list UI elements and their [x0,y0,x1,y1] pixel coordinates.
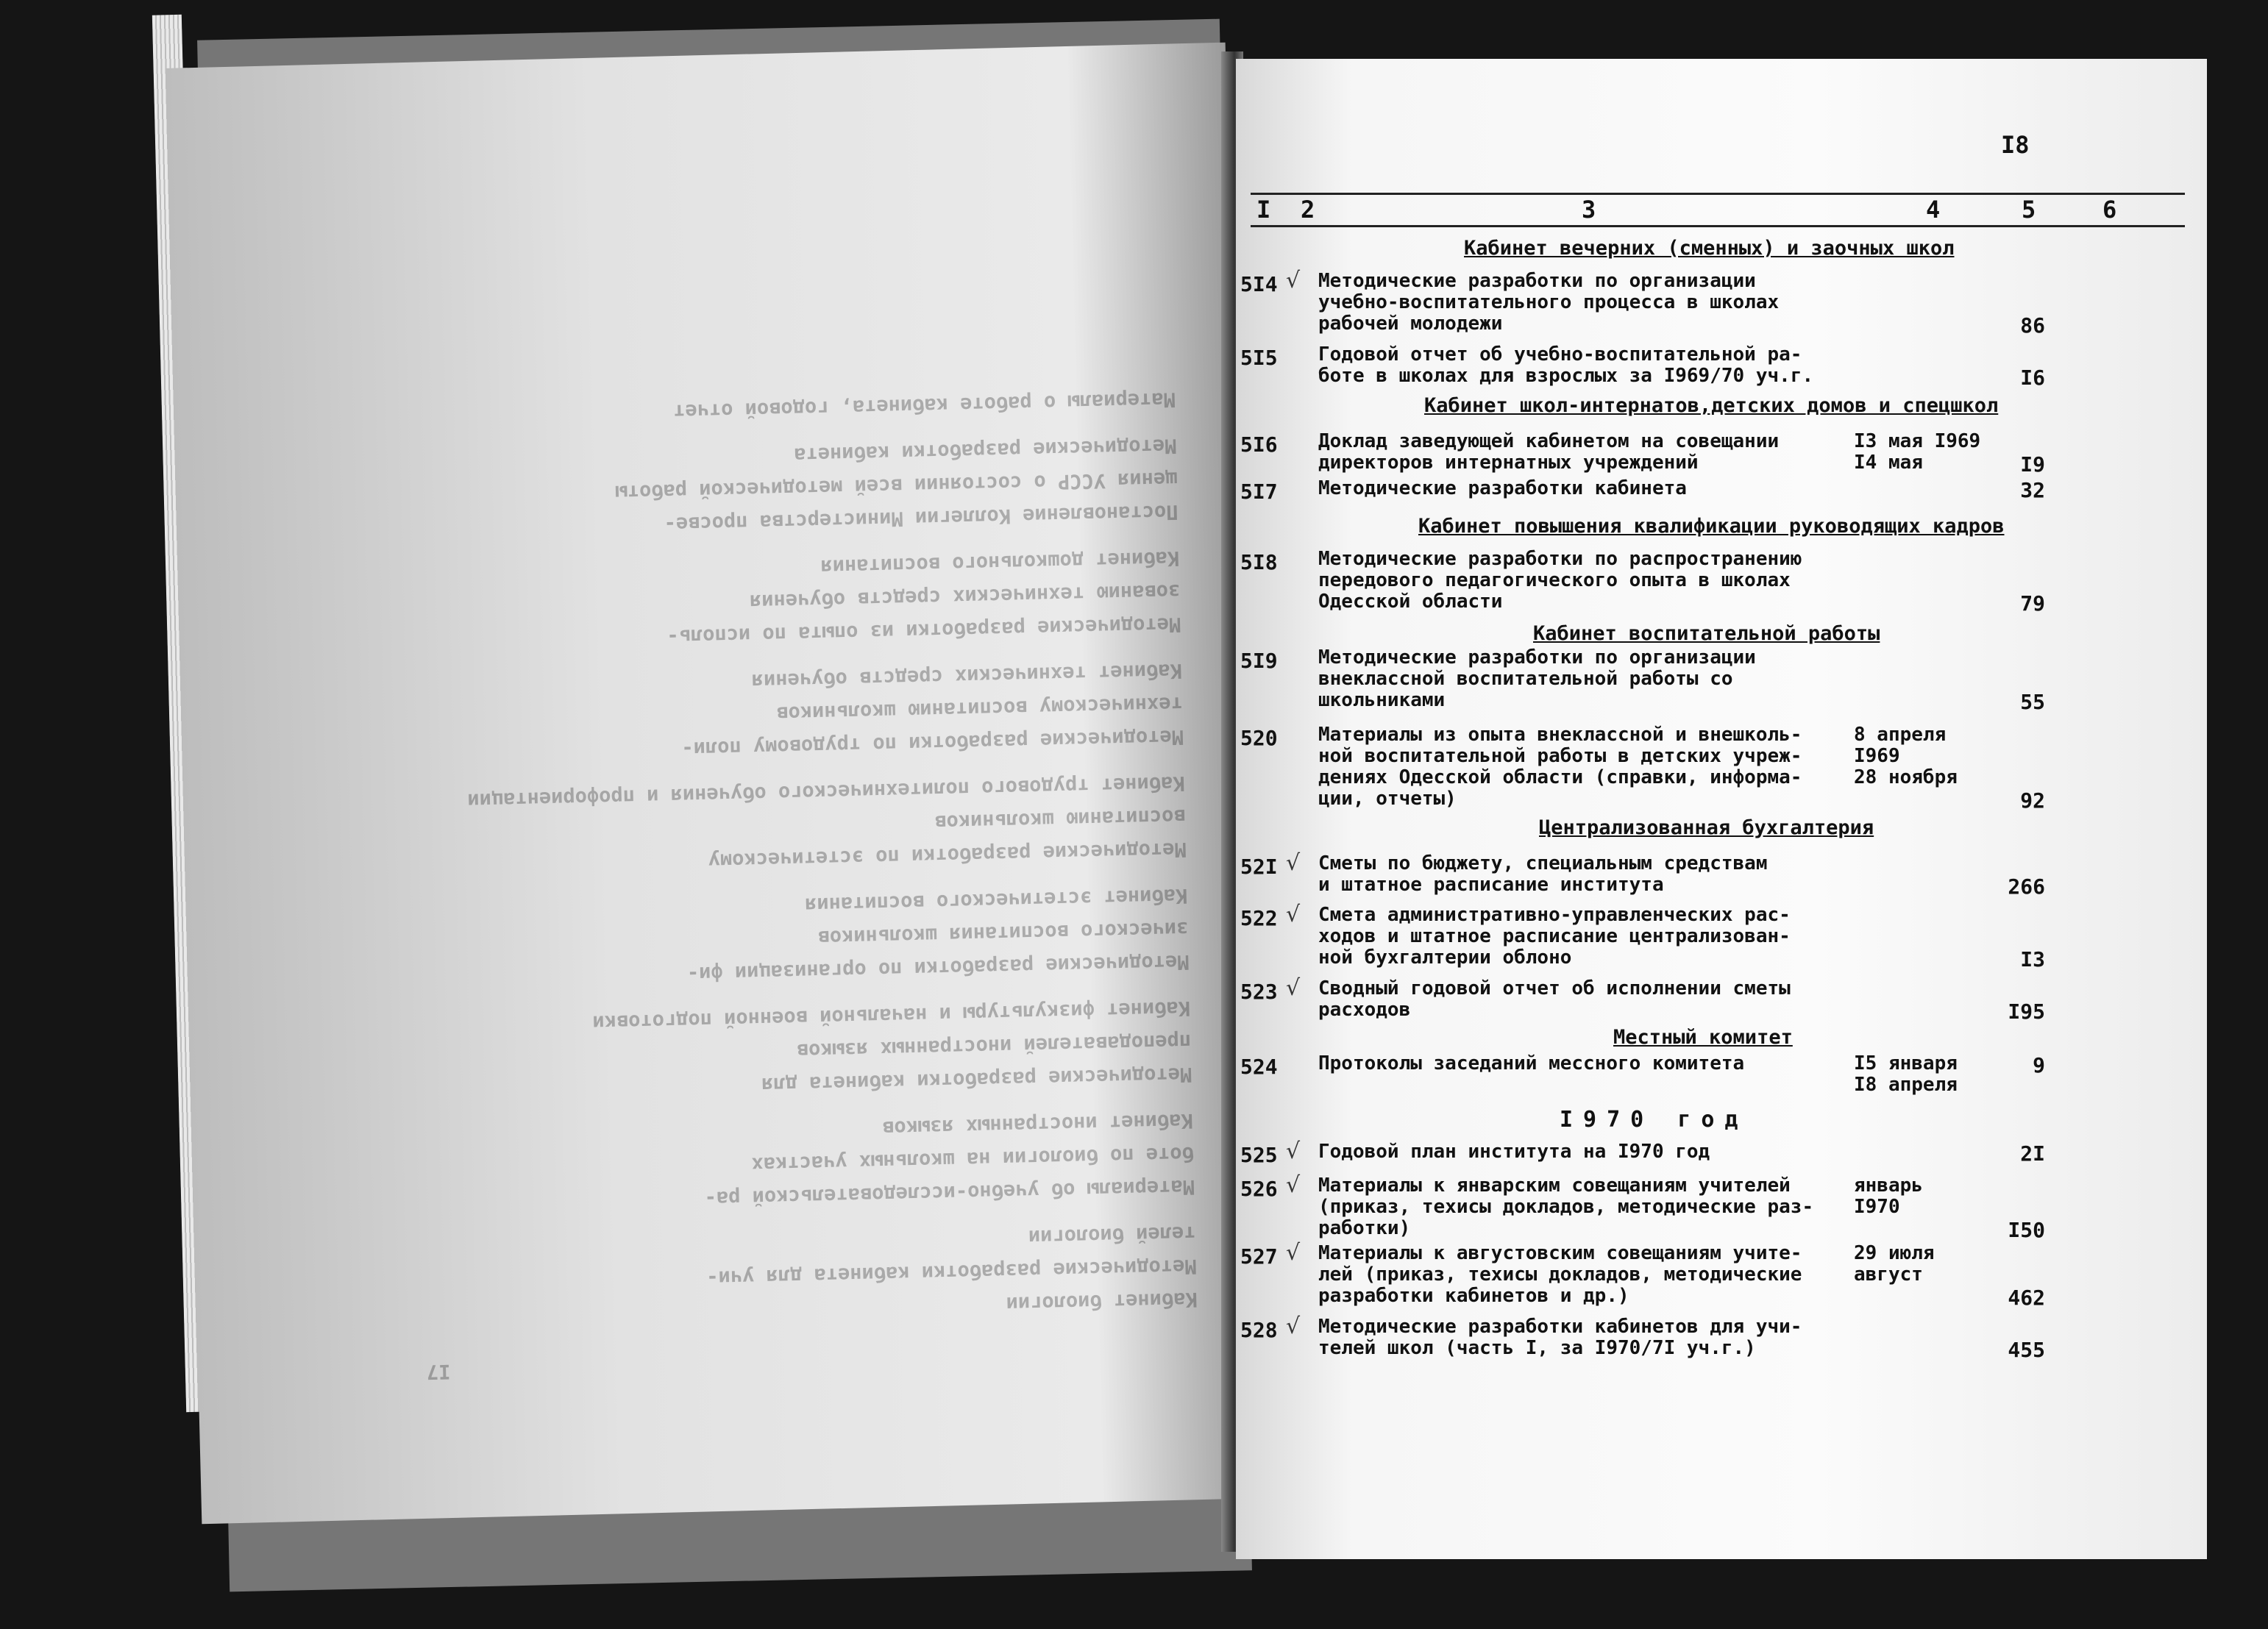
entry-number: 52I [1240,855,1278,879]
column-header-2: 2 [1301,196,1315,224]
ghost-line: Кабинет дошкольного воспитания [820,546,1180,579]
ghost-page-number: I7 [426,1359,451,1383]
ghost-line: телей биологии [1028,1221,1196,1249]
entry-description: Сметы по бюджету, специальным средствам и штатное расписание института [1318,852,1768,896]
entry-date: I3 мая I969 I4 мая [1854,430,1981,474]
section-heading: Местный комитет [1613,1026,1793,1049]
entry-number: 5I5 [1240,346,1278,370]
entry-number: 524 [1240,1055,1278,1079]
entry-number: 523 [1240,980,1278,1004]
ghost-line: Кабинет технических средств обучения [751,659,1183,693]
entry-sheet-count: I3 [2020,947,2045,972]
ghost-line: Кабинет иностранных языков [881,1108,1194,1140]
ghost-line: Материалы о работе кабинета, годовой отчет [672,388,1176,423]
section-heading: Кабинет повышения квалификации руководящих кадров [1418,515,2005,538]
checkmark-icon: √ [1286,902,1301,927]
entry-description: Методические разработки по организации учебно-воспитательного процесса в школах рабочей молодежи [1318,270,1780,335]
ghost-line: Методические разработки из опыта по исполь- [666,613,1181,649]
ghost-line: Кабинет трудового политехнического обучения и профориентации [467,771,1185,812]
entry-date: 29 июля август [1854,1242,1935,1286]
entry-number: 5I8 [1240,550,1278,574]
ghost-line: Методические разработки кабинета [793,434,1177,466]
ghost-line: Кабинет физкультуры и начальной военной подготовки [592,996,1191,1034]
checkmark-icon: √ [1286,1240,1301,1266]
entry-sheet-count: 55 [2020,690,2045,714]
section-heading: Кабинет вечерних (сменных) и заочных школ [1464,237,1955,260]
ghost-line: Методические разработки кабинета для [761,1062,1192,1097]
entry-sheet-count: I6 [2020,366,2045,390]
checkmark-icon: √ [1286,975,1301,1001]
entry-number: 5I6 [1240,432,1278,457]
entry-number: 525 [1240,1143,1278,1167]
entry-number: 527 [1240,1244,1278,1269]
ghost-line: Материалы об учебно-исследовательской ра- [704,1174,1195,1211]
entry-number: 5I9 [1240,649,1278,673]
entry-number: 5I7 [1240,480,1278,504]
entry-sheet-count: 9 [2033,1053,2045,1077]
entry-number: 5I4 [1240,272,1278,296]
ghost-line: Постановление Коллегии Министерства просве- [664,500,1179,536]
ghost-line: Методические разработки кабинета для учи- [705,1254,1197,1290]
entry-sheet-count: 266 [2008,874,2045,899]
section-heading: Кабинет школ-интернатов,детских домов и спецшкол [1424,394,1999,417]
entry-description: Методические разработки кабинета [1318,477,1687,499]
entry-sheet-count: I50 [2008,1218,2045,1242]
ghost-line: Кабинет биологии [1006,1287,1198,1316]
entry-description: Годовой отчет об учебно-воспитательной ра- боте в школах для взрослых за I969/70 уч.г. [1318,343,1814,387]
entry-description: Сводный годовой отчет об исполнении сметы расходов [1318,977,1791,1021]
entry-sheet-count: 2I [2020,1141,2045,1166]
checkmark-icon: √ [1286,1172,1301,1198]
entry-sheet-count: 79 [2020,591,2045,616]
entry-date: I5 января I8 апреля [1854,1052,1958,1096]
checkmark-icon: √ [1286,268,1301,293]
checkmark-icon: √ [1286,1138,1301,1164]
table-header-rule-bottom [1251,225,2185,227]
ghost-line: зованию технических средств обучения [749,580,1181,613]
ghost-line: воспитанию школьников [934,805,1187,834]
ghost-line: Методические разработки по эстетическому [708,838,1187,872]
entry-sheet-count: I95 [2008,999,2045,1024]
column-header-1: I [1256,196,1271,224]
entry-number: 526 [1240,1177,1278,1201]
column-header-3: 3 [1582,196,1596,224]
entry-sheet-count: 455 [2008,1338,2045,1362]
table-header-rule-top [1251,193,2185,195]
entry-number: 522 [1240,906,1278,930]
entry-description: Методические разработки по организации внеклассной воспитательной работы со школьниками [1318,646,1756,711]
entry-sheet-count: 32 [2020,478,2045,502]
entry-description: Методические разработки по распространению передового педагогического опыта в школах Одесской области [1318,548,1802,613]
entry-number: 520 [1240,726,1278,750]
entry-description: Методические разработки кабинетов для учи- телей школ (часть I, за I970/7I уч.г.) [1318,1316,1802,1359]
left-page-bleedthrough-text [331,159,1199,1385]
ghost-line: боте по биологии на школьных участках [751,1141,1195,1176]
ghost-line: щения УССР о состоянии всей методической работы [615,467,1178,504]
section-heading: Централизованная бухгалтерия [1539,816,1874,839]
entry-description: Материалы к январским совещаниям учителей (приказ, техисы докладов, методические раз- работки) [1318,1174,1814,1239]
ghost-line: зического воспитания школьников [817,917,1189,949]
entry-description: Материалы из опыта внеклассной и внешколь- ной воспитательной работы в детских учреж- дениях Одесской области (справки, информа- ции, отчеты) [1318,724,1802,810]
entry-number: 528 [1240,1318,1278,1342]
section-heading: Кабинет воспитательной работы [1533,622,1880,645]
entry-sheet-count: 92 [2020,788,2045,813]
checkmark-icon: √ [1286,850,1301,876]
checkmark-icon: √ [1286,1313,1301,1339]
entry-date: 8 апреля I969 28 ноября [1854,724,1958,788]
entry-sheet-count: 462 [2008,1286,2045,1310]
entry-description: Доклад заведующей кабинетом на совещании директоров интернатных учреждений [1318,430,1780,474]
ghost-line: Методические разработки по организации фи- [686,949,1190,985]
ghost-line: техническому воспитанию школьников [775,692,1184,725]
entry-description: Смета административно-управленческих рас- ходов и штатное расписание централизован- ной бухгалтерии облоно [1318,904,1791,969]
entry-description: Годовой план института на I970 год [1318,1141,1710,1163]
ghost-line: Методические разработки по трудовому поли- [681,725,1184,760]
entry-sheet-count: 86 [2020,313,2045,338]
entry-description: Материалы к августовским совещаниям учите- лей (приказ, техисы докладов, методические разработки кабинетов и др.) [1318,1242,1802,1307]
column-header-6: 6 [2102,196,2117,224]
year-heading: I970 год [1560,1107,1749,1133]
column-header-5: 5 [2022,196,2036,224]
column-header-4: 4 [1926,196,1941,224]
entry-sheet-count: I9 [2020,452,2045,477]
entry-date: январь I970 [1854,1174,1923,1218]
ghost-line: Кабинет эстетического воспитания [804,884,1188,916]
ghost-line: преподавателей иностранных языков [796,1029,1192,1063]
page-number: I8 [2001,131,2030,159]
entry-description: Протоколы заседаний месcного комитета [1318,1052,1745,1074]
